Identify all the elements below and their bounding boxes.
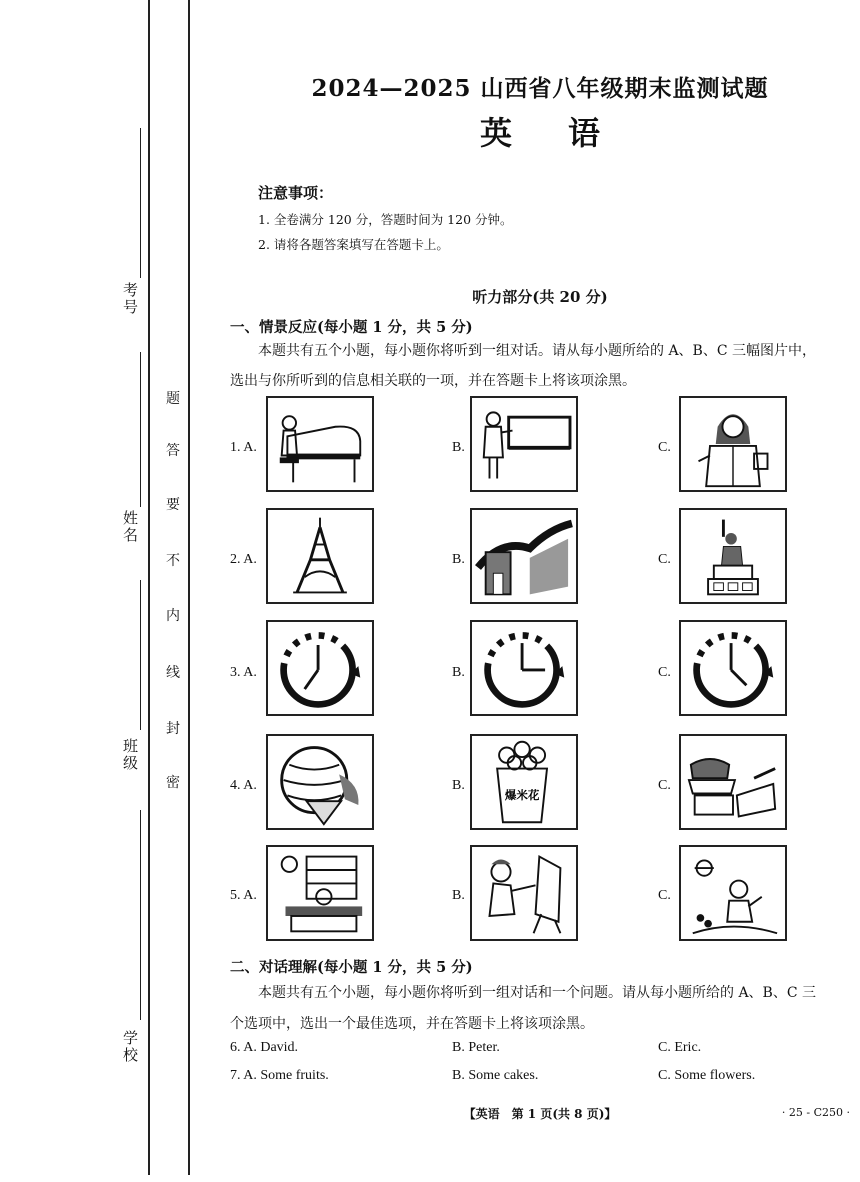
q2-option-b-label: B. (452, 552, 465, 567)
piano-player-icon (268, 398, 372, 490)
seal-char: 要 (166, 497, 180, 513)
xuexiao-label: 学校 (121, 1030, 139, 1064)
q4-option-a-picture (266, 734, 374, 830)
binding-line-left (148, 0, 150, 1175)
seal-char: 内 (166, 608, 180, 624)
clock-icon (472, 622, 576, 714)
seal-char: 不 (166, 553, 180, 569)
q5-option-a-picture (266, 845, 374, 941)
exam-title: 2024—2025 山西省八年级期末监测试题 (311, 75, 769, 102)
part1-heading: 一、情景反应(每小题 1 分，共 5 分) (230, 319, 473, 336)
part1-instruction-cont: 选出与你所听到的信息相关联的一项，并在答题卡上将该项涂黑。 (230, 373, 636, 389)
q2-label: 2. A. (230, 552, 257, 567)
painting-icon (472, 847, 576, 939)
xingming-fill-line (140, 352, 141, 507)
q1-option-b-label: B. (452, 440, 465, 455)
notice-heading: 注意事项： (258, 184, 334, 202)
q6-option-a: 6. A. David. (230, 1040, 299, 1055)
part2-instruction: 本题共有五个小题，每小题你将听到一组对话和一个问题。请从每小题所给的 A、B、C 三 (258, 985, 817, 1001)
q4-option-c-picture (679, 734, 787, 830)
banji-fill-line (140, 580, 141, 730)
q2-option-a-picture (266, 508, 374, 604)
statue-of-liberty-icon (681, 510, 785, 602)
popcorn-text: 爆米花 (504, 788, 540, 803)
q6-option-b: B. Peter. (452, 1040, 500, 1055)
seal-char: 题 (166, 391, 180, 407)
doctor-icon (681, 398, 785, 490)
clock-icon (268, 622, 372, 714)
teacher-blackboard-icon (472, 398, 576, 490)
q2-option-b-picture (470, 508, 578, 604)
q7-option-a: 7. A. Some fruits. (230, 1068, 329, 1083)
seal-char: 封 (166, 721, 180, 737)
page-footer: 【英语 第 1 页(共 8 页)】 (463, 1107, 617, 1121)
q2-option-c-picture (679, 508, 787, 604)
q4-option-b-picture (470, 734, 578, 830)
seal-char: 密 (166, 775, 180, 791)
great-wall-icon (472, 510, 576, 602)
q3-option-a-picture (266, 620, 374, 716)
xuexiao-fill-line (140, 810, 141, 1020)
boy-playing-icon (681, 847, 785, 939)
q5-option-b-label: B. (452, 888, 465, 903)
snacks-icon (681, 736, 785, 828)
q5-option-c-label: C. (658, 888, 671, 903)
q3-option-c-picture (679, 620, 787, 716)
q5-option-b-picture (470, 845, 578, 941)
q7-option-c: C. Some flowers. (658, 1068, 756, 1083)
kaohao-fill-line (140, 128, 141, 278)
seal-char: 答 (166, 443, 180, 459)
q4-option-c-label: C. (658, 778, 671, 793)
q3-option-b-picture (470, 620, 578, 716)
part1-instruction: 本题共有五个小题，每小题你将听到一组对话。请从每小题所给的 A、B、C 三幅图片中， (258, 343, 817, 359)
part2-heading: 二、对话理解(每小题 1 分，共 5 分) (230, 959, 473, 976)
part2-instruction-cont: 个选项中，选出一个最佳选项，并在答题卡上将该项涂黑。 (230, 1016, 594, 1032)
notice-item: 1. 全卷满分 120 分，答题时间为 120 分钟。 (258, 212, 513, 227)
popcorn-icon (472, 736, 576, 828)
exam-subject: 英语 (479, 114, 656, 152)
banji-label: 班级 (121, 738, 139, 772)
q4-label: 4. A. (230, 778, 257, 793)
q1-option-c-picture (679, 396, 787, 492)
binding-line-right (188, 0, 190, 1175)
q5-option-c-picture (679, 845, 787, 941)
q3-option-b-label: B. (452, 665, 465, 680)
study-desk-icon (268, 847, 372, 939)
eiffel-tower-icon (268, 510, 372, 602)
q7-option-b: B. Some cakes. (452, 1068, 539, 1083)
q3-label: 3. A. (230, 665, 257, 680)
q1-label: 1. A. (230, 440, 257, 455)
q5-label: 5. A. (230, 888, 257, 903)
clock-icon (681, 622, 785, 714)
q3-option-c-label: C. (658, 665, 671, 680)
q1-option-b-picture (470, 396, 578, 492)
xingming-label: 姓名 (121, 510, 139, 544)
q2-option-c-label: C. (658, 552, 671, 567)
q4-option-b-label: B. (452, 778, 465, 793)
seal-char: 线 (166, 665, 180, 681)
q1-option-c-label: C. (658, 440, 671, 455)
kaohao-label: 考号 (121, 282, 139, 316)
q1-option-a-picture (266, 396, 374, 492)
paper-code: · 25 - C250 · (781, 1106, 850, 1119)
listening-section-title: 听力部分(共 20 分) (472, 288, 608, 306)
notice-item: 2. 请将各题答案填写在答题卡上。 (258, 237, 449, 252)
q6-option-c: C. Eric. (658, 1040, 702, 1055)
watermelon-icon (268, 736, 372, 828)
